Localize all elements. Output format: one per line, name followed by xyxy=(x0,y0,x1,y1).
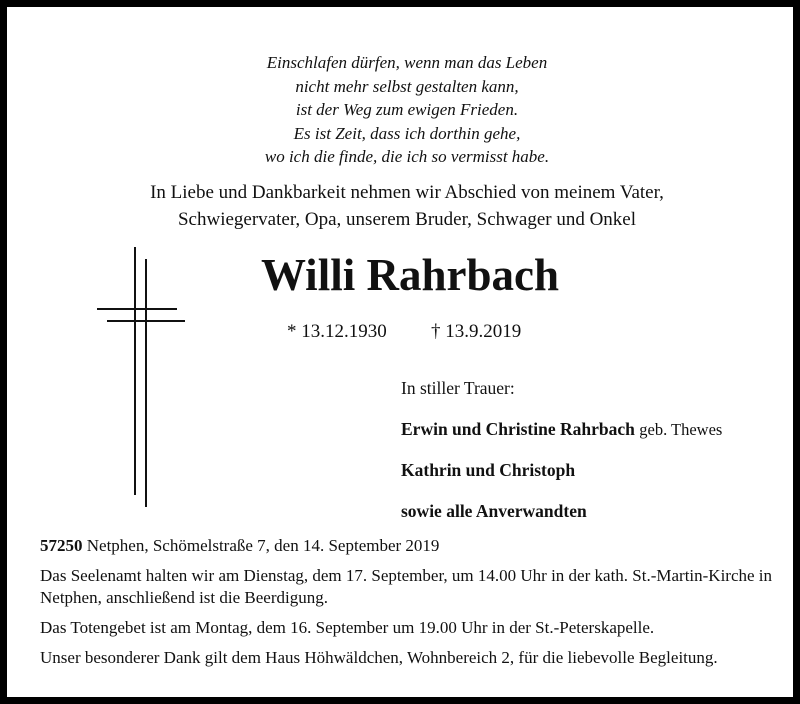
poem xyxy=(7,51,800,169)
intro-line: In Liebe und Dankbarkeit nehmen wir Abschied von meinem Vater, xyxy=(150,182,664,203)
notice-thanks: Unser besonderer Dank gilt dem Haus Höhwäldchen, Wohnbereich 2, für die liebevolle Begleitung. xyxy=(40,648,718,667)
intro-line: Schwiegervater, Opa, unserem Bruder, Schwager und Onkel xyxy=(177,209,637,230)
notice-prayer: Das Totengebet ist am Montag, dem 16. September um 19.00 Uhr in der St.-Peterskapelle. xyxy=(40,618,655,637)
death-date-wrapper xyxy=(431,319,521,345)
birth-date: * 13.12.1930 xyxy=(287,321,387,342)
cross-icon xyxy=(93,247,189,511)
poem-line: ist der Weg zum ewigen Frieden. xyxy=(295,100,519,120)
mourner-family-1-name: Erwin und Christine Rahrbach xyxy=(401,419,635,439)
address-line xyxy=(40,535,780,557)
mourning-heading: In stiller Trauer: xyxy=(401,378,515,398)
mourners-block xyxy=(401,375,722,539)
mourner-family-1 xyxy=(401,416,722,457)
notice-mass: Das Seelenamt halten wir am Dienstag, dem 17. September, um 14.00 Uhr in der kath. St.-Martin-Kirche in Netphen, anschließend ist die Beerdigung. xyxy=(40,566,773,607)
zip-code: 57250 xyxy=(40,536,83,555)
poem-line: wo ich die finde, die ich so vermisst habe. xyxy=(264,147,550,167)
mourner-family-1-note: geb. Thewes xyxy=(639,420,723,439)
poem-line: Es ist Zeit, dass ich dorthin gehe, xyxy=(293,123,521,143)
death-date: 13.9.2019 xyxy=(445,321,522,342)
deceased-name: Willi Rahrbach xyxy=(261,250,559,300)
dagger-icon: † xyxy=(431,321,441,342)
poem-line: nicht mehr selbst gestalten kann, xyxy=(295,76,519,96)
intro-text xyxy=(7,179,800,233)
mourner-family-2: Kathrin und Christoph xyxy=(401,460,576,480)
poem-line: Einschlafen dürfen, wenn man das Leben xyxy=(266,53,548,72)
mourner-others: sowie alle Anverwandten xyxy=(401,501,587,521)
notice-text xyxy=(40,535,780,677)
address-rest: Netphen, Schömelstraße 7, den 14. September 2019 xyxy=(86,536,440,555)
